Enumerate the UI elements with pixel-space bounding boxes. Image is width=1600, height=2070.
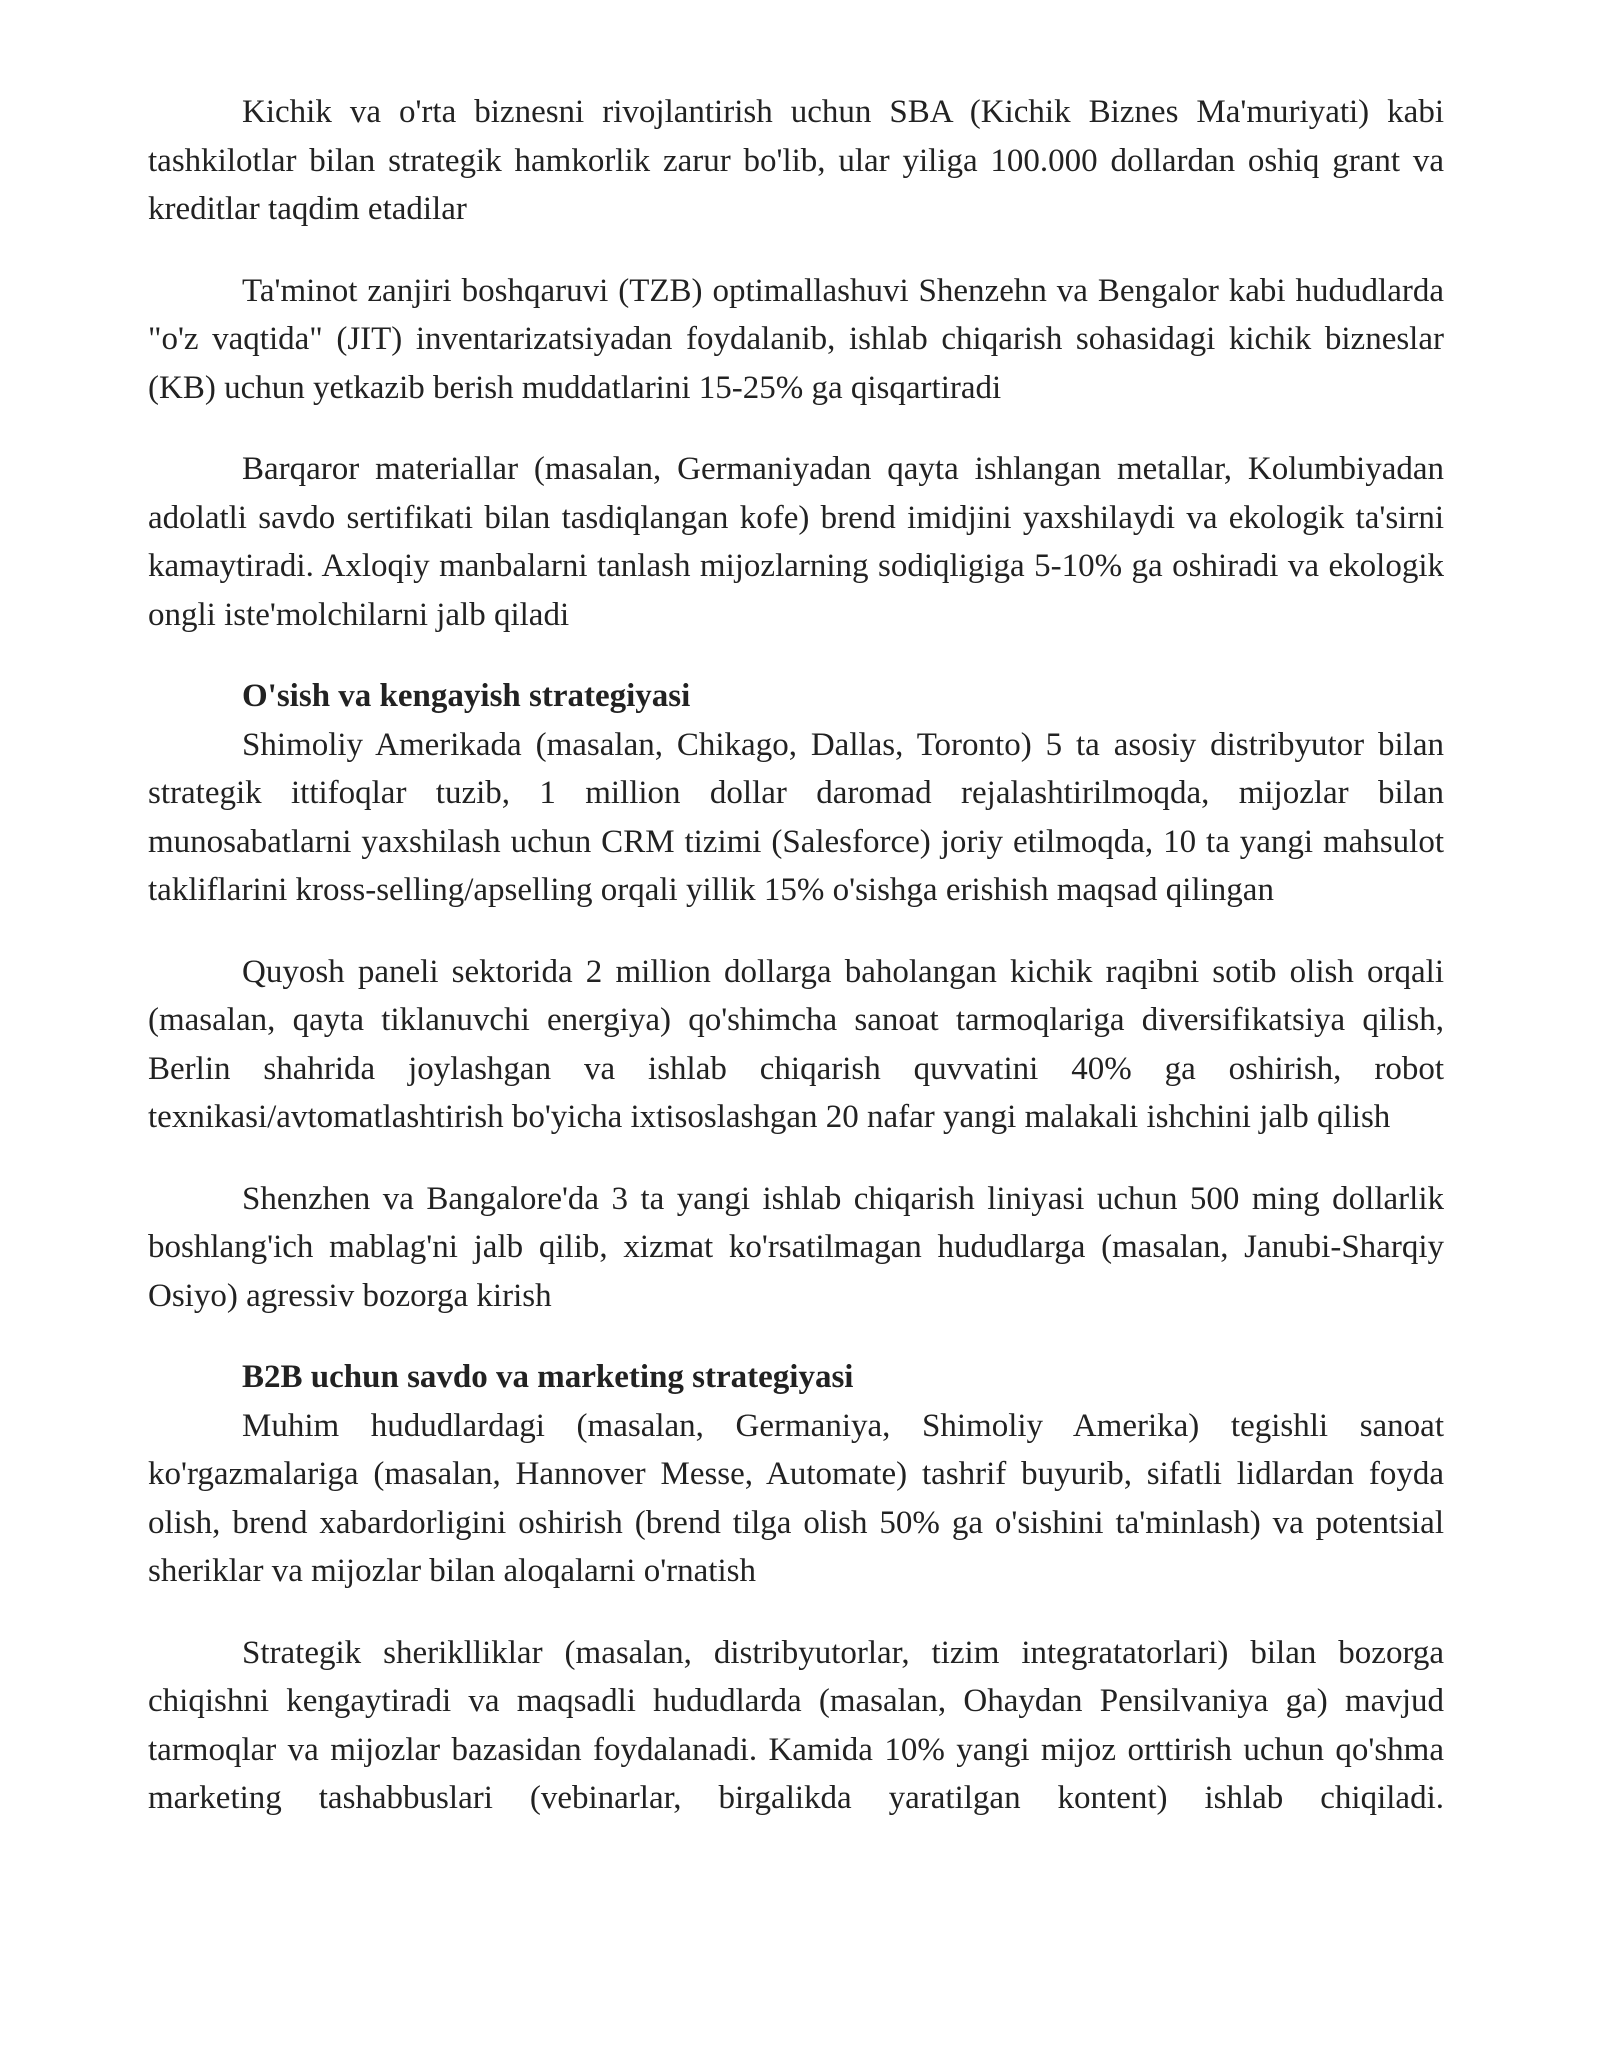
- paragraph-trade-shows: Muhim hududlardagi (masalan, Germaniya, Shimoliy Amerika) tegishli sanoat ko'rgazmalariga (masalan, Hannover Messe, Automate) tashrif buyurib, sifatli lidlardan foyda olish, brend xabardorligini oshirish (brend tilga olish 50% ga o'sishini ta'minlash) va potentsial sheriklar va mijozlar bilan aloqalarni o'rnatish: [148, 1407, 1444, 1589]
- heading-growth-strategy: O'sish va kengayish strategiyasi: [242, 678, 691, 714]
- heading-b2b-strategy: B2B uchun savdo va marketing strategiyasi: [242, 1359, 854, 1395]
- paragraph-north-america-alliances: Shimoliy Amerikada (masalan, Chikago, Dallas, Toronto) 5 ta asosiy distribyutor bilan strategik ittifoqlar tuzib, 1 million dollar daromad rejalashtirilmoqda, mijozlar bilan munosabatlarni yaxshilash uchun CRM tizimi (Salesforce) joriy etilmoqda, 10 ta yangi mahsulot takliflarini kross-selling/apselling orqali yillik 15% o'sishga erishish maqsad qilingan: [148, 726, 1444, 908]
- paragraph-sustainable-materials: Barqaror materiallar (masalan, Germaniyadan qayta ishlangan metallar, Kolumbiyadan adolatli savdo sertifikati bilan tasdiqlangan kofe) brend imidjini yaxshilaydi va ekologik ta'sirni kamaytiradi. Axloqiy manbalarni tanlash mijozlarning sodiqligiga 5-10% ga oshiradi va ekologik ongli iste'molchilarni jalb qiladi: [148, 451, 1444, 633]
- paragraph-solar-acquisition: Quyosh paneli sektorida 2 million dollarga baholangan kichik raqibni sotib olish orqali (masalan, qayta tiklanuvchi energiya) qo'shimcha sanoat tarmoqlariga diversifikatsiya qilish, Berlin shahrida joylashgan va ishlab chiqarish quvvatini 40% ga oshirish, robot texnikasi/avtomatlashtirish bo'yicha ixtisoslashgan 20 nafar yangi malakali ishchini jalb qilish: [148, 953, 1444, 1135]
- paragraph-strategic-partnerships: Strategik sheriklliklar (masalan, distribyutorlar, tizim integratatorlari) bilan bozorga chiqishni kengaytiradi va maqsadli hududlarda (masalan, Ohaydan Pensilvaniya ga) mavjud tarmoqlar va mijozlar bazasidan foydalanadi. Kamida 10% yangi mijoz orttirish uchun qo'shma marketing tashabbuslari (vebinarlar, birgalikda yaratilgan kontent) ishlab chiqiladi.: [148, 1634, 1444, 1816]
- paragraph-supply-chain: Ta'minot zanjiri boshqaruvi (TZB) optimallashuvi Shenzehn va Bengalor kabi hududlarda "o'z vaqtida" (JIT) inventarizatsiyadan foydalanib, ishlab chiqarish sohasidagi kichik bizneslar (KB) uchun yetkazib berish muddatlarini 15-25% ga qisqartiradi: [148, 272, 1444, 406]
- paragraph-new-production-lines: Shenzhen va Bangalore'da 3 ta yangi ishlab chiqarish liniyasi uchun 500 ming dollarlik boshlang'ich mablag'ni jalb qilib, xizmat ko'rsatilmagan hududlarga (masalan, Janubi-Sharqiy Osiyo) agressiv bozorga kirish: [148, 1180, 1444, 1314]
- document-page: [148, 88, 1444, 1823]
- paragraph-sba-partnership: Kichik va o'rta biznesni rivojlantirish uchun SBA (Kichik Biznes Ma'muriyati) kabi tashkilotlar bilan strategik hamkorlik zarur bo'lib, ular yiliga 100.000 dollardan oshiq grant va kreditlar taqdim etadilar: [148, 94, 1444, 227]
